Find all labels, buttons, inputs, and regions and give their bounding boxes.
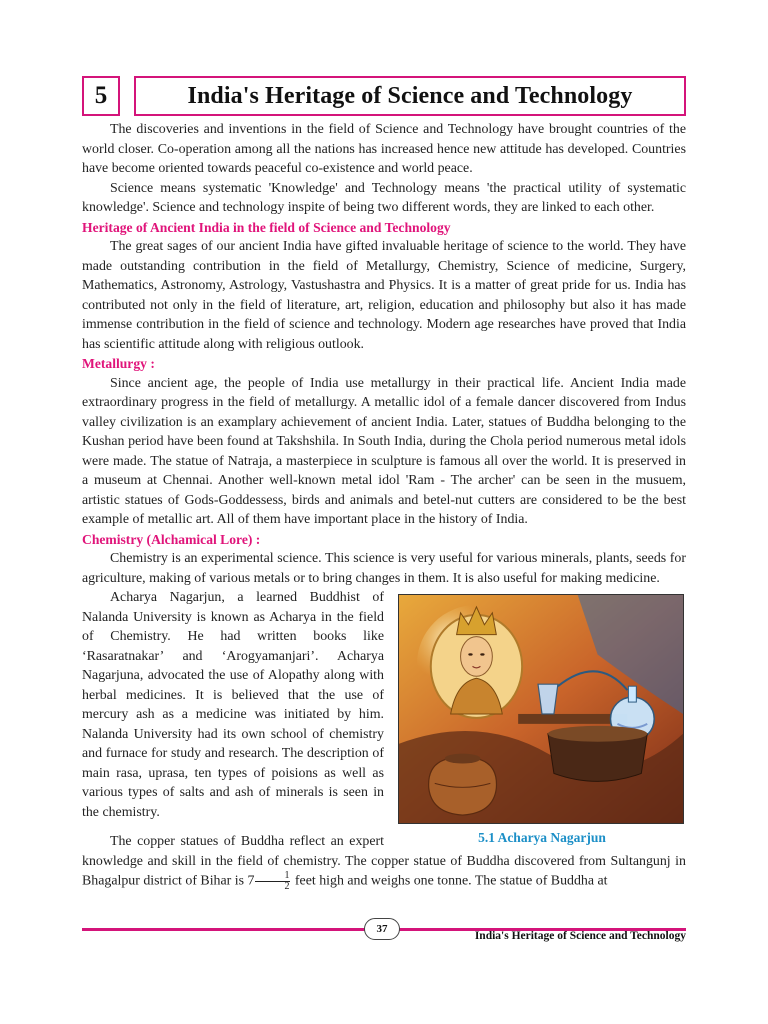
metallurgy-heading: Metallurgy : bbox=[82, 356, 155, 371]
chemistry-paragraph-2: Acharya Nagarjun, a learned Buddhist of Nalanda University is known as Acharya in the field of Chemistry. He had written books like ‘Rasaratnakar’ and ‘Arogyamanjari’. Acharya Nagarjuna, advocated the use of Alopathy along with herbal medicines. It is believed that the use of mercury ash as a medicine was initiated by him. Nalanda University had its own school of chemistry and furnace for study and research. The description of main rasa, uprasa, ten types of poisions as well as various types of salts and ash of minerals is seen in the chemistry. bbox=[82, 590, 384, 820]
intro-paragraph-2: Science means systematic 'Knowledge' and Technology means 'the practical utility of systematic knowledge'. Science and technology inspite of being two different words, they are linked to each other. bbox=[82, 180, 686, 215]
page-number: 37 bbox=[364, 918, 400, 940]
running-footer-title: India's Heritage of Science and Technology bbox=[474, 930, 686, 942]
chemistry-paragraph-3-end: feet high and weighs one tonne. The statue of Buddha at bbox=[291, 873, 608, 889]
chapter-title: India's Heritage of Science and Technology bbox=[134, 76, 686, 116]
acharya-nagarjun-illustration bbox=[398, 594, 684, 824]
figure-caption: 5.1 Acharya Nagarjun bbox=[478, 830, 606, 845]
page-content bbox=[82, 76, 686, 892]
chemistry-paragraph-1: Chemistry is an experimental science. This science is very useful for various minerals, plants, seeds for agriculture, making of various metals or to bring changes in them. It is also useful for making medicine. bbox=[82, 551, 686, 586]
heritage-paragraph: The great sages of our ancient India have gifted invaluable heritage of science to the world. They have made outstanding contribution in the field of Metallurgy, Chemistry, Science of medicine, Surgery, Mathematics, Astronomy, Astrology, Vastushastra and Physics. It is a matter of great pride for us. India has contributed not only in the field of literature, art, religion, education and philosophy but also it has made immense contribution in the field of science and technology. Modern age researches have proved that India has scientific attitude along with religious outlook. bbox=[82, 239, 686, 352]
heritage-heading: Heritage of Ancient India in the field of Science and Technology bbox=[82, 219, 451, 235]
chemistry-paragraph-3-start: The copper statues of Buddha reflect an expert knowledge and skill in the field of chemistry. The copper statue of Buddha discovered from Sultangunj in Bhagalpur district of Bihar is 7 bbox=[82, 834, 686, 889]
figure-acharya-nagarjun bbox=[398, 594, 686, 848]
chemistry-heading: Chemistry (Alchamical Lore) : bbox=[82, 531, 261, 547]
body-text bbox=[82, 120, 686, 892]
chapter-number: 5 bbox=[82, 76, 120, 116]
chapter-header bbox=[82, 76, 686, 120]
intro-paragraph-1: The discoveries and inventions in the field of Science and Technology have brought countries of the world closer. Co-operation among all the nations has increased hence new attitude has developed. Countries have become oriented towards peaceful co-existence and world peace. bbox=[82, 122, 686, 176]
fraction-denominator: 2 bbox=[284, 881, 290, 892]
metallurgy-paragraph: Since ancient age, the people of India use metallurgy in their practical life. Ancient India made extraordinary progress in the field of metallurgy. A metallic idol of a female dancer discovered from Indus valley civilization is an examplary achievement of ancient India. Later, statues of Buddha belonging to the Kushan period have been found at Takshshila. In South India, during the Chola period numerous metal idols were made. The statue of Natraja, a masterpiece in sculpture is famous all over the world. It is preserved in a museum at Chennai. Another well-known metal idol 'Ram - The archer' can be seen in the musuem, artistic statues of Gods-Goddessess, birds and animals and betel-nut cutters are considered to be the best example of metallic art. All of them have important place in the history of India. bbox=[82, 375, 686, 527]
fraction-numerator: 1 bbox=[255, 871, 290, 882]
fraction-seven-half bbox=[255, 871, 290, 892]
